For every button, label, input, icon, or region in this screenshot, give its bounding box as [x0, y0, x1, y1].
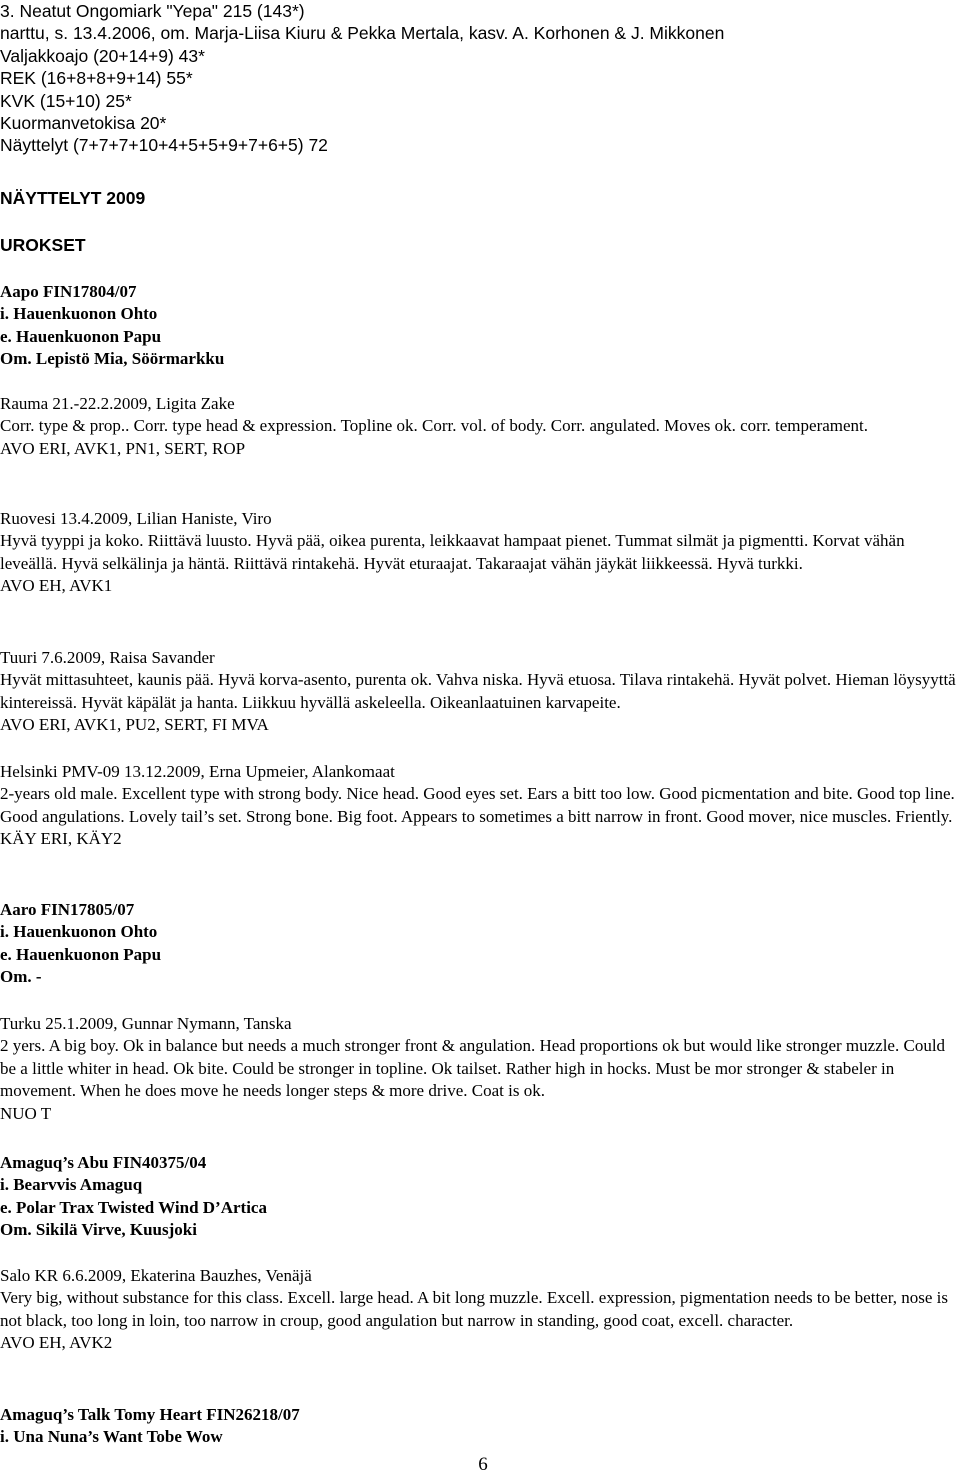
dog-name: Aapo FIN17804/07 — [0, 282, 137, 301]
dog-sire: i. Hauenkuonon Ohto — [0, 304, 158, 324]
summary-line: Näyttelyt (7+7+7+10+4+5+5+9+7+6+5) 72 — [0, 135, 328, 156]
show-event: Salo KR 6.6.2009, Ekaterina Bauzhes, Venäjä — [0, 1266, 312, 1285]
summary-line: REK (16+8+8+9+14) 55* — [0, 68, 193, 89]
dog-name: Amaguq’s Abu FIN40375/04 — [0, 1153, 207, 1172]
show-entry — [0, 647, 960, 737]
show-event: Turku 25.1.2009, Gunnar Nymann, Tanska — [0, 1014, 292, 1033]
dog-dam: e. Hauenkuonon Papu — [0, 326, 162, 346]
dog-sire: i. Hauenkuonon Ohto — [0, 922, 158, 942]
section-title: NÄYTTELYT 2009 — [0, 188, 146, 208]
show-result: KÄY ERI, KÄY2 — [0, 829, 122, 849]
dog-header — [0, 281, 960, 371]
show-event: Ruovesi 13.4.2009, Lilian Haniste, Viro — [0, 509, 272, 528]
dog-owner: Om. - — [0, 967, 42, 987]
dog-dam: e. Hauenkuonon Papu — [0, 944, 162, 964]
dog-name: Amaguq’s Talk Tomy Heart FIN26218/07 — [0, 1405, 300, 1424]
dog-owner: Om. Lepistö Mia, Söörmarkku — [0, 349, 225, 369]
dog-name: Aaro FIN17805/07 — [0, 900, 135, 919]
show-critique: Very big, without substance for this class. Excell. large head. A bit long muzzle. Excell. expression, pigmentation needs to be better, nose is not black, too long in loin, too narrow in croup, good angulation but narrow in standing, good coat, excell. character. — [0, 1288, 948, 1330]
summary-details: narttu, s. 13.4.2006, om. Marja-Liisa Kiuru & Pekka Mertala, kasv. A. Korhonen & J. Mikkonen — [0, 23, 725, 44]
dog-sire: i. Bearvvis Amaguq — [0, 1175, 143, 1195]
show-result: AVO EH, AVK1 — [0, 576, 113, 596]
show-entry — [0, 1265, 960, 1355]
show-event: Helsinki PMV-09 13.12.2009, Erna Upmeier, Alankomaat — [0, 762, 395, 781]
dog-sire: i. Una Nuna’s Want Tobe Wow — [0, 1427, 223, 1447]
show-critique: Hyvät mittasuhteet, kaunis pää. Hyvä korva-asento, purenta ok. Vahva niska. Hyvä etuosa. Tilava rintakehä. Hyvät polvet. Hieman löysyyttä kintereissä. Hyvät käpälät ja hanta. Liikkuu hyvällä askeleella. Oikeanlaatuinen karvapeite. — [0, 670, 956, 712]
show-critique: Hyvä tyyppi ja koko. Riittävä luusto. Hyvä pää, oikea purenta, leikkaavat hampaat pienet. Tummat silmät ja pigmentti. Korvat vähän leveällä. Hyvä selkälinja ja häntä. Riittävä rintakehä. Hyvät eturaajat. Takaraajat vähän jäykät liikkeessä. Hyvä turkki. — [0, 531, 905, 573]
show-result: NUO T — [0, 1103, 52, 1123]
section-subtitle: UROKSET — [0, 235, 86, 255]
show-result: AVO ERI, AVK1, PN1, SERT, ROP — [0, 438, 246, 458]
dog-dam: e. Polar Trax Twisted Wind D’Artica — [0, 1197, 267, 1217]
dog-header — [0, 1152, 960, 1242]
show-entry — [0, 1013, 960, 1125]
show-result: AVO EH, AVK2 — [0, 1333, 113, 1353]
show-critique: Corr. type & prop.. Corr. type head & expression. Topline ok. Corr. vol. of body. Corr. angulated. Moves ok. corr. temperament. — [0, 416, 869, 436]
summary-title: 3. Neatut Ongomiark "Yepa" 215 (143*) — [0, 1, 305, 21]
dog-header — [0, 899, 960, 989]
dog-owner: Om. Sikilä Virve, Kuusjoki — [0, 1220, 197, 1240]
summary-line: KVK (15+10) 25* — [0, 90, 132, 111]
show-event: Rauma 21.-22.2.2009, Ligita Zake — [0, 394, 235, 413]
show-critique: 2 yers. A big boy. Ok in balance but needs a much stronger front & angulation. Head proportions ok but would like stronger muzzle. Could be a little whiter in head. Ok bite. Could be stronger in topline. Ok tailset. Rather high in hocks. Must be mor stronger & stabeler in movement. When he does move he needs longer steps & more drive. Coat is ok. — [0, 1036, 946, 1101]
show-entry — [0, 393, 960, 460]
show-critique: 2-years old male. Excellent type with strong body. Nice head. Good eyes set. Ears a bitt too low. Good picmentation and bite. Good top line. Good angulations. Lovely tail’s set. Strong bone. Big foot. Appears to sometimes a bitt narrow in front. Good mover, nice muscles. Friently. — [0, 784, 955, 826]
page-number: 6 — [478, 1454, 488, 1475]
dog-header — [0, 1404, 960, 1449]
dog-summary — [0, 0, 960, 157]
show-entry — [0, 761, 960, 851]
show-result: AVO ERI, AVK1, PU2, SERT, FI MVA — [0, 715, 269, 735]
summary-line: Kuormanvetokisa 20* — [0, 113, 167, 134]
show-event: Tuuri 7.6.2009, Raisa Savander — [0, 648, 215, 667]
summary-line: Valjakkoajo (20+14+9) 43* — [0, 45, 205, 66]
show-entry — [0, 508, 960, 598]
